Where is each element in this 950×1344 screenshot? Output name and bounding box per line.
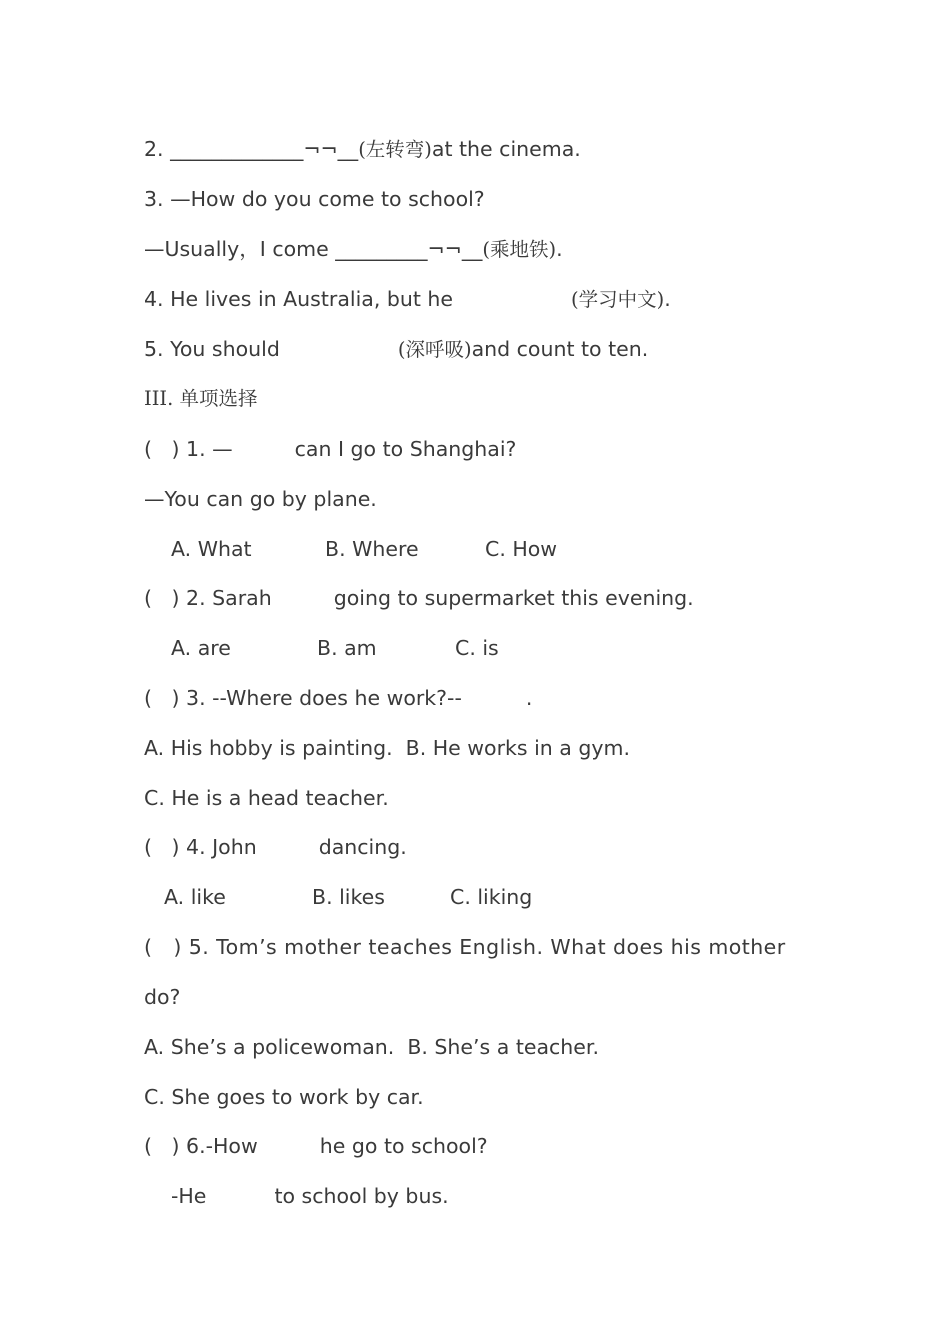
fill-question-2 (144, 136, 581, 163)
mc-question-2 (144, 585, 694, 611)
question-text: he go to school? (319, 1134, 488, 1158)
question-text: going to supermarket this evening. (333, 586, 694, 610)
mc-question-3 (144, 685, 532, 711)
mc-question-1 (144, 436, 516, 462)
chinese-hint: (乘地铁) (482, 238, 557, 261)
option-b: B. am (317, 636, 377, 660)
fill-question-4 (144, 286, 671, 313)
option-b: B. Where (325, 537, 419, 561)
question-text: 5. You should (144, 337, 280, 361)
mc-question-5-line2: do? (144, 985, 181, 1009)
question-number: ( ) 3. --Where does he work?-- (144, 686, 462, 710)
option-a: A. What (171, 537, 252, 561)
option-b: B. likes (312, 885, 385, 909)
mc-question-1-line2: —You can go by plane. (144, 487, 377, 511)
answer-blank: _________¬¬__ (335, 237, 483, 261)
question-text: —Usually，I come (144, 237, 336, 261)
answer-blank: _____________¬¬__ (170, 137, 359, 161)
option-c: C. is (455, 636, 499, 660)
options-line-1: A. His hobby is painting. B. He works in a gym. (144, 736, 631, 760)
mc-question-6-answer (171, 1183, 449, 1209)
options-line-2: C. He is a head teacher. (144, 786, 389, 810)
mc-question-6 (144, 1133, 488, 1159)
mc-question-5: ( ) 5. Tom’s mother teaches English. What does his mother (144, 935, 786, 959)
option-a: A. are (171, 636, 231, 660)
question-text: . (664, 287, 671, 311)
question-number: ( ) 4. John (144, 835, 257, 859)
question-text: can I go to Shanghai? (294, 437, 517, 461)
chinese-hint: (左转弯) (358, 138, 432, 161)
options-line-2: C. She goes to work by car. (144, 1085, 424, 1109)
question-text: 4. He lives in Australia, but he (144, 287, 454, 311)
option-c: C. How (485, 537, 558, 561)
options-line-1: A. She’s a policewoman. B. She’s a teacher. (144, 1035, 599, 1059)
fill-question-5 (144, 336, 648, 363)
question-number: ( ) 6.-How (144, 1134, 258, 1158)
question-text: -He (171, 1184, 207, 1208)
option-c: C. liking (450, 885, 533, 909)
question-text: . (556, 237, 563, 261)
mc-question-4 (144, 834, 407, 860)
question-number: 2. (144, 137, 171, 161)
question-text: dancing. (318, 835, 407, 859)
chinese-hint: (学习中文) (571, 288, 665, 311)
question-text: —How do you come to school? (170, 187, 485, 211)
chinese-hint: (深呼吸) (397, 338, 472, 361)
question-number: 3. (144, 187, 171, 211)
section-title: III. 单项选择 (144, 387, 258, 410)
fill-question-3 (144, 186, 485, 212)
question-text: and count to ten. (471, 337, 649, 361)
question-text: to school by bus. (274, 1184, 449, 1208)
question-text: at the cinema. (431, 137, 581, 161)
fill-question-3-answer (144, 236, 563, 263)
question-text: . (525, 686, 533, 710)
question-number: ( ) 1. — (144, 437, 233, 461)
question-number: ( ) 2. Sarah (144, 586, 272, 610)
option-a: A. like (164, 885, 226, 909)
